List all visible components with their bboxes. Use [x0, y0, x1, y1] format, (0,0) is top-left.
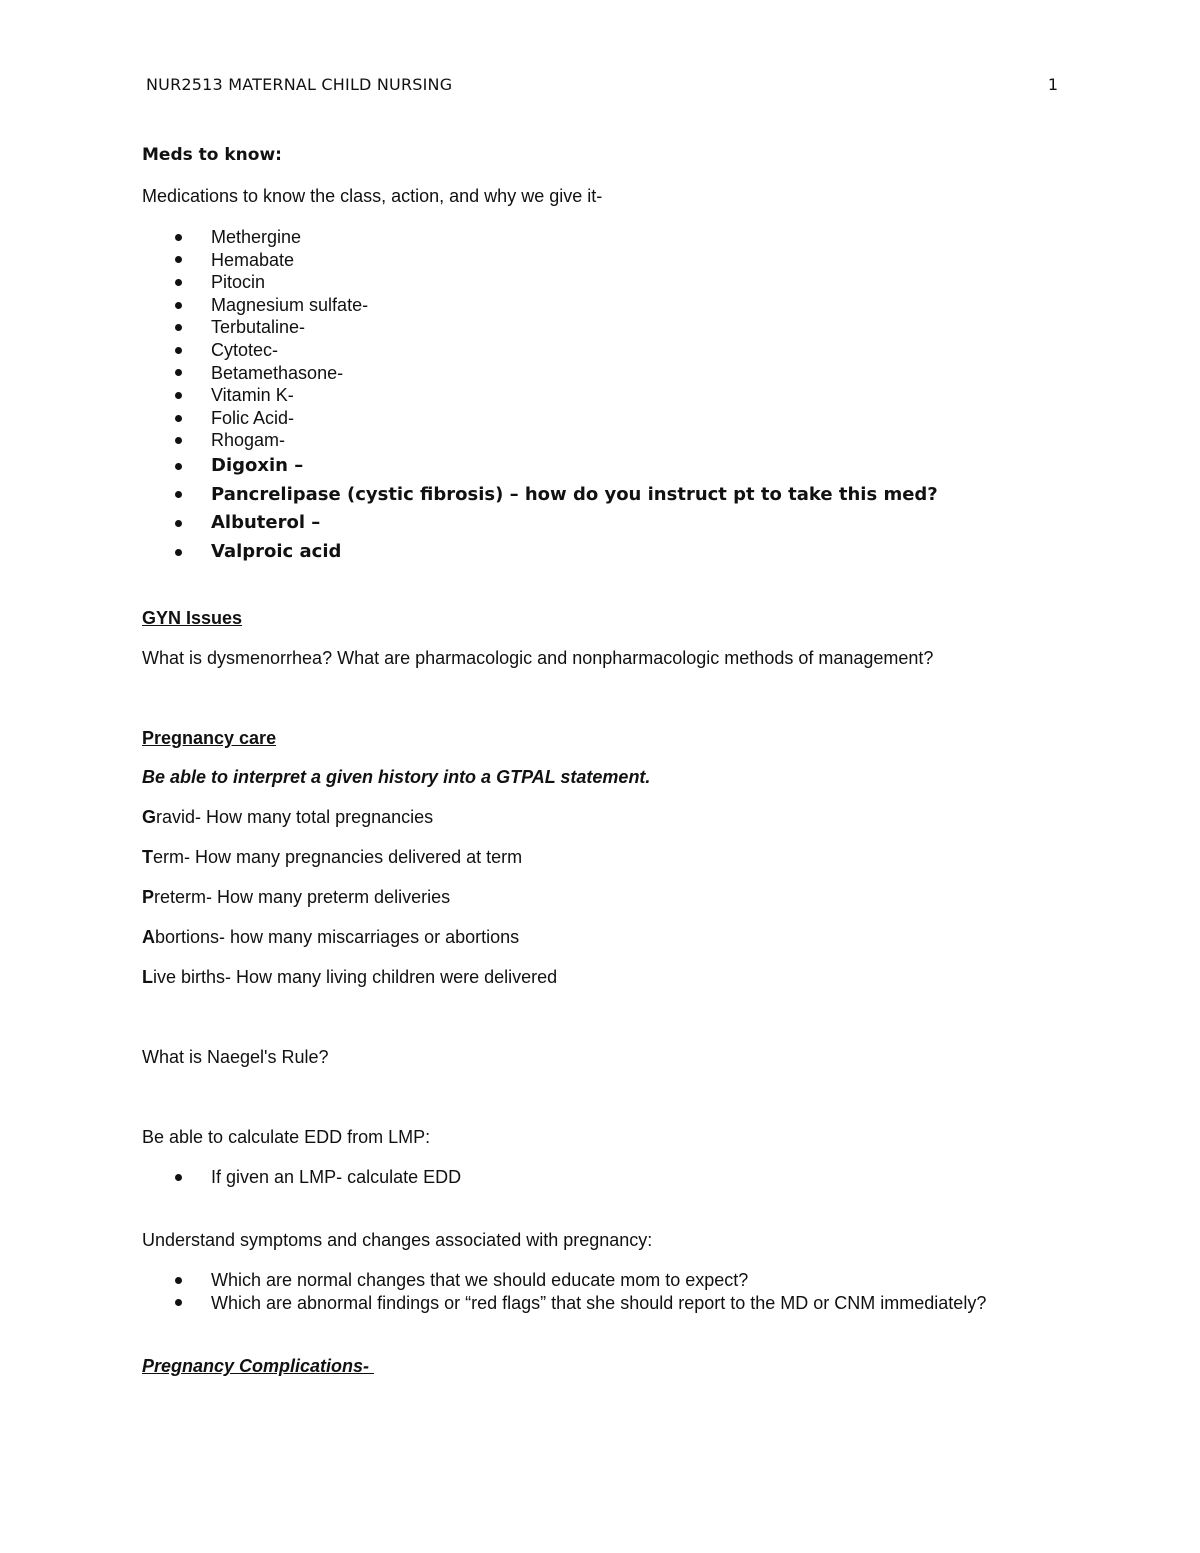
document-page: NUR2513 MATERNAL CHILD NURSING 1 Meds to know: Medications to know the class, action, and why we give it- Methergine Hemabate Pitocin Magnesium sulfate- Terbutaline- Cytotec- Betamethasone- Vitamin K- Folic Acid- Rhogam- Digoxin – Pancrelipase (cystic fibrosis) – how do you instruct pt to take this med? Albuterol – Valproic acid GYN Issues What is dysmenorrhea? What are pharmacologic and nonpharmacologic methods of management? Pregnancy care Be able to interpret a given history into a GTPAL statement. Gravid- How many total pregnancies Term- How many pregnancies delivered at term Preterm- How many preterm deliveries Abortions- how many miscarriages or abortions Live births- How many living children were delivered What is Naegel's Rule? Be able to calculate EDD from LMP: If given an LMP- calculate EDD Understand symptoms and changes associated with pregnancy: Which are normal changes that we should educate mom to expect? Which are abnormal findings or “red flags” that she should report to the MD or CNM immediately? Pregnancy Complications-: [142, 75, 1058, 1376]
gtpal-term: Term- How many pregnancies delivered at term: [142, 847, 523, 867]
symptoms-intro: Understand symptoms and changes associated with pregnancy:: [142, 1230, 653, 1250]
bullet-icon: [175, 463, 182, 470]
bullet-icon: [175, 1277, 182, 1284]
bullet-icon: [175, 302, 182, 309]
bullet-icon: [175, 234, 182, 241]
gtpal-gravid: Gravid- How many total pregnancies: [142, 807, 434, 827]
bullet-icon: [175, 324, 182, 331]
meds-intro: Medications to know the class, action, and why we give it-: [142, 186, 603, 206]
bullet-icon: [175, 549, 182, 556]
bullet-icon: [175, 491, 182, 498]
header-title: NUR2513 MATERNAL CHILD NURSING: [146, 75, 453, 94]
gtpal-instruction: Be able to interpret a given history into a GTPAL statement.: [142, 767, 651, 787]
gtpal-live-births: Live births- How many living children were delivered: [142, 967, 558, 987]
gtpal-abortions: Abortions- how many miscarriages or abortions: [142, 927, 520, 947]
naegel-question: What is Naegel's Rule?: [142, 1047, 329, 1067]
complications-heading: Pregnancy Complications-: [142, 1356, 375, 1376]
bullet-icon: [175, 392, 182, 399]
gtpal-preterm: Preterm- How many preterm deliveries: [142, 887, 451, 907]
bullet-icon: [175, 347, 182, 354]
bullet-icon: [175, 1174, 182, 1181]
pregnancy-heading: Pregnancy care: [142, 728, 277, 748]
edd-intro: Be able to calculate EDD from LMP:: [142, 1127, 431, 1147]
bullet-icon: [175, 369, 182, 376]
bullet-icon: [175, 415, 182, 422]
page-number: 1: [1047, 75, 1058, 94]
bullet-icon: [175, 1299, 182, 1306]
bullet-icon: [175, 437, 182, 444]
gyn-question: What is dysmenorrhea? What are pharmacologic and nonpharmacologic methods of management?: [142, 648, 934, 668]
gyn-heading: GYN Issues: [142, 608, 243, 628]
bullet-icon: [175, 279, 182, 286]
bullet-icon: [175, 520, 182, 527]
meds-heading: Meds to know:: [142, 145, 282, 165]
bullet-icon: [175, 256, 182, 263]
